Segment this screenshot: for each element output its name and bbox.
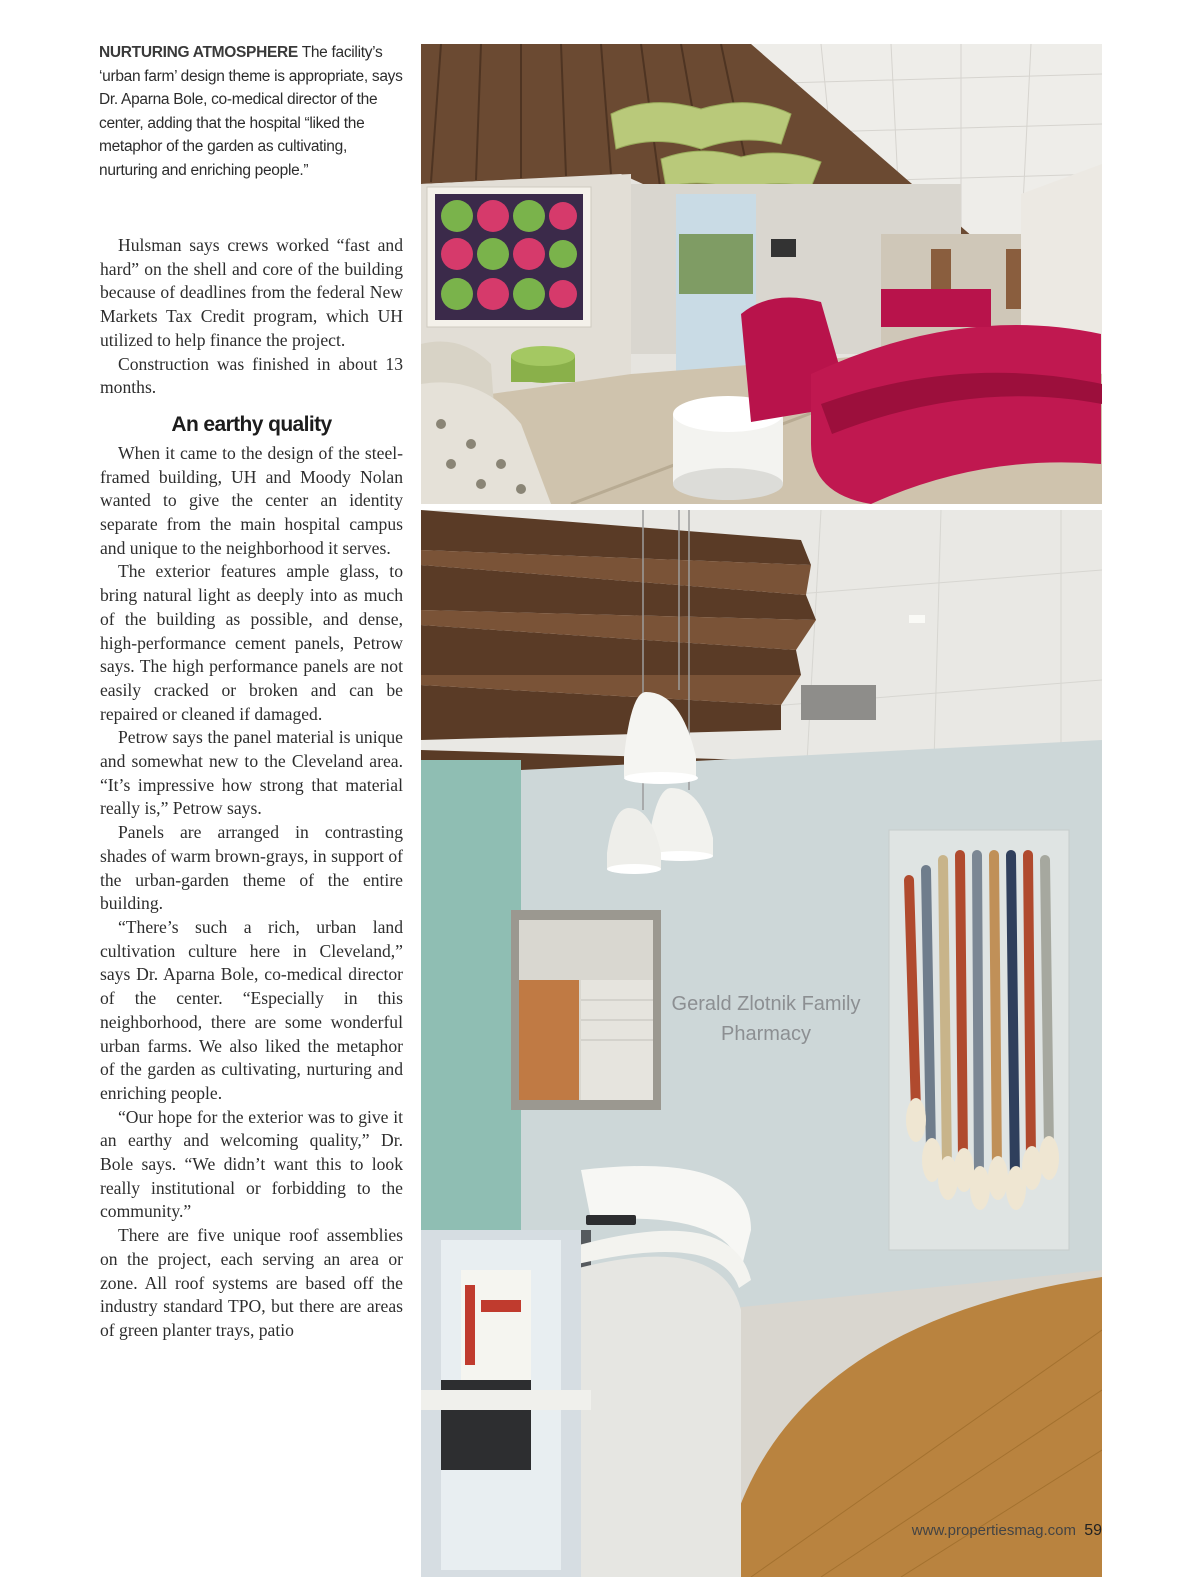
pharmacy-sign-line2: Pharmacy	[720, 1023, 812, 1045]
article-paragraph: Panels are arranged in contrasting shades of warm brown-grays, in support of the urban-garden theme of the entire building.	[100, 822, 403, 914]
article-paragraph: Petrow says the panel material is unique and somewhat new to the Cleveland area. “It’s impressive how strong that material really is,” Petrow says.	[100, 727, 403, 819]
photo-caption	[99, 41, 404, 182]
article-paragraph: Construction was finished in about 13 months.	[100, 353, 403, 398]
article-paragraph: “Our hope for the exterior was to give it an earthy and welcoming quality,” Dr. Bole says. “We didn’t want this to look really institutional or forbidding to the community.”	[100, 1106, 403, 1222]
pharmacy-sign-line1: Gerald Zlotnik Family	[671, 993, 861, 1015]
article-column	[100, 234, 403, 1343]
page-number: 59	[1084, 1522, 1102, 1539]
footer-url: www.propertiesmag.com	[911, 1522, 1077, 1539]
article-paragraph: The exterior features ample glass, to bring natural light as deeply into as much of the building as possible, and dense, high-performance cement panels, Petrow says. The high performance panels are not easily cracked or broken and can be repaired or cleaned if damaged.	[100, 561, 403, 724]
article-paragraph: There are five unique roof assemblies on the project, each serving an area or zone. All roof systems are based off the industry standard TPO, but there are areas of green planter trays, patio	[100, 1225, 403, 1340]
lobby-photo	[421, 44, 1102, 504]
article-paragraph: “There’s such a rich, urban land cultivation culture here in Cleveland,” says Dr. Aparna Bole, co-medical director of the center. “Especially in this neighborhood, there are some wonderful urban farms. We also liked the metaphor of the garden as cultivating, nurturing and enriching people.	[100, 916, 403, 1103]
pharmacy-photo	[421, 510, 1102, 1577]
section-heading: An earthy quality	[171, 412, 332, 436]
article-paragraph: When it came to the design of the steel-framed building, UH and Moody Nolan wanted to give the center an identity separate from the main hospital campus and unique to the neighborhood it serves.	[100, 442, 403, 558]
page-footer	[912, 1522, 1102, 1540]
caption-lead: NURTURING ATMOSPHERE	[99, 44, 298, 61]
article-paragraph: Hulsman says crews worked “fast and hard” on the shell and core of the building because of deadlines from the federal New Markets Tax Credit program, which UH utilized to help finance the project.	[100, 235, 403, 350]
caption-text: The facility’s ‘urban farm’ design theme is appropriate, says Dr. Aparna Bole, co-medical director of the center, adding that the hospital “liked the metaphor of the garden as cultivating, nurturing and enriching people.”	[99, 44, 403, 179]
